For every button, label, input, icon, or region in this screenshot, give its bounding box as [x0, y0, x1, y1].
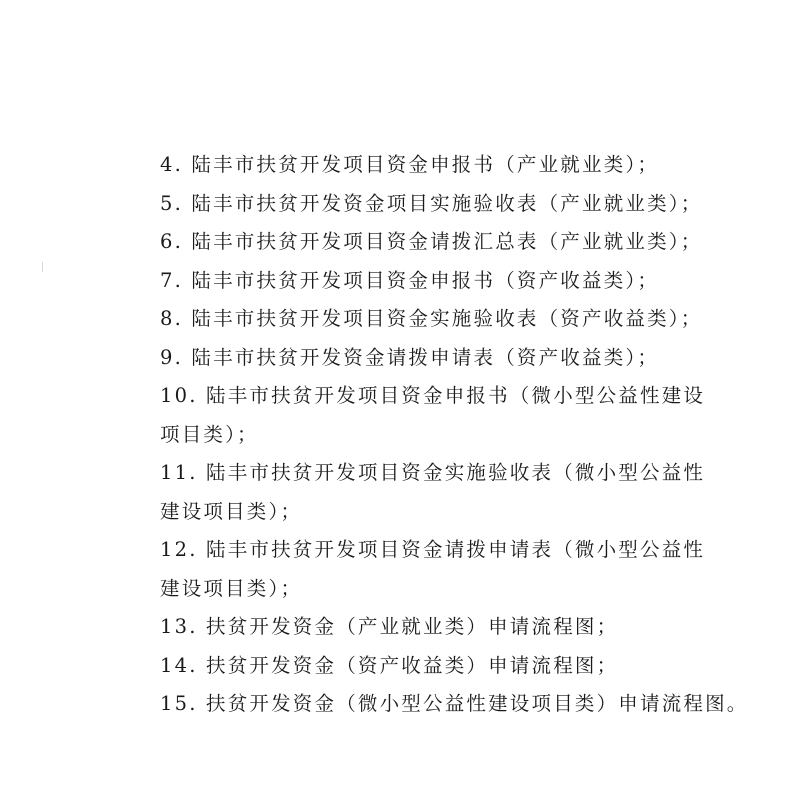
list-item: 11. 陆丰市扶贫开发项目资金实施验收表（微小型公益性建设项目类）；	[160, 461, 706, 523]
list-item: 10. 陆丰市扶贫开发项目资金申报书（微小型公益性建设项目类）；	[160, 384, 706, 446]
list-item: 14. 扶贫开发资金（资产收益类）申请流程图；	[160, 653, 619, 677]
list-item: 13. 扶贫开发资金（产业就业类）申请流程图；	[160, 615, 619, 638]
scan-margin-mark	[42, 262, 43, 272]
list-item: 7. 陆丰市扶贫开发项目资金申报书（资产收益类）；	[160, 268, 660, 292]
list-item: 15. 扶贫开发资金（微小型公益性建设项目类）申请流程图。	[160, 692, 749, 715]
list-item: 8. 陆丰市扶贫开发项目资金实施验收表（资产收益类）；	[160, 307, 703, 330]
attachment-list	[160, 146, 749, 724]
list-item: 12. 陆丰市扶贫开发项目资金请拨申请表（微小型公益性建设项目类）；	[160, 538, 706, 600]
list-item: 5. 陆丰市扶贫开发资金项目实施验收表（产业就业类）；	[160, 191, 703, 215]
list-item: 6. 陆丰市扶贫开发项目资金请拨汇总表（产业就业类）；	[160, 230, 703, 253]
list-item: 9. 陆丰市扶贫开发资金请拨申请表（资产收益类）；	[160, 345, 660, 369]
list-item: 4. 陆丰市扶贫开发项目资金申报书（产业就业类）；	[160, 153, 660, 176]
